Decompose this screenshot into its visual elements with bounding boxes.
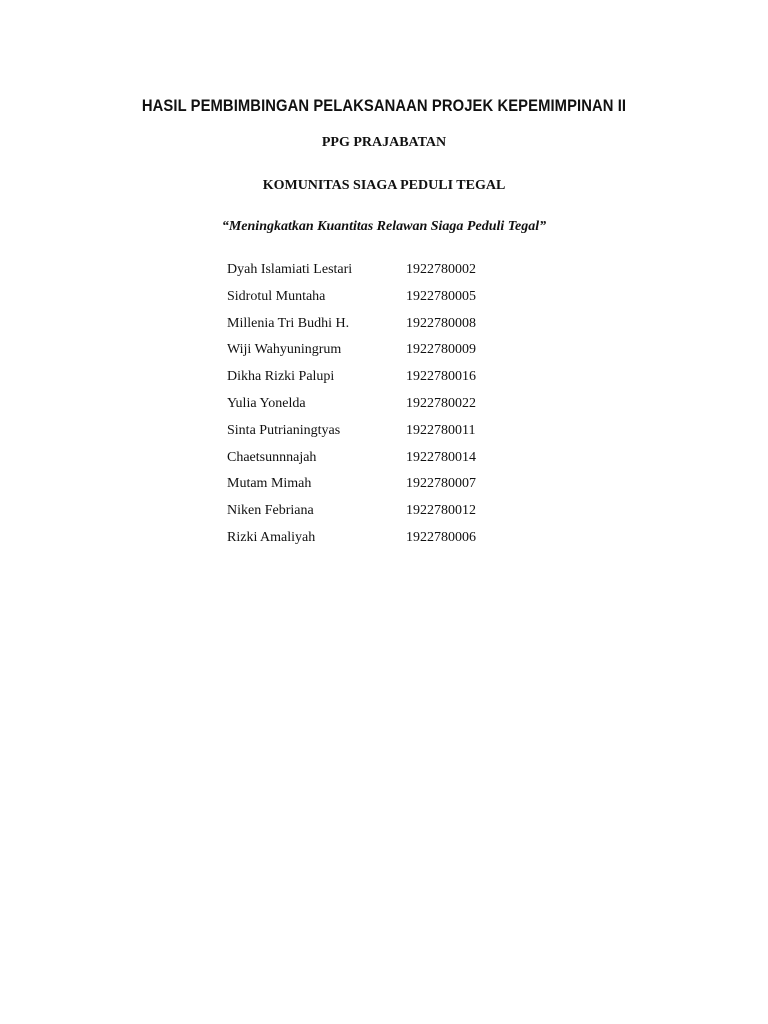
member-row — [227, 340, 547, 367]
member-id: 1922780009 — [406, 342, 476, 358]
member-name: Rizki Amaliyah — [227, 529, 316, 545]
member-list — [227, 260, 547, 555]
member-row — [227, 528, 547, 555]
member-name: Mutam Mimah — [227, 476, 312, 492]
member-id: 1922780011 — [406, 422, 476, 438]
community-subtitle: KOMUNITAS SIAGA PEDULI TEGAL — [262, 178, 506, 193]
member-name: Sidrotul Muntaha — [227, 288, 326, 304]
member-id: 1922780006 — [406, 529, 476, 545]
member-row — [227, 421, 547, 448]
document-title: HASIL PEMBIMBINGAN PELAKSANAAN PROJEK KEPEMIMPINAN II — [141, 96, 627, 115]
member-name: Dikha Rizki Palupi — [227, 369, 335, 385]
member-id: 1922780014 — [406, 449, 476, 465]
member-row — [227, 287, 547, 314]
program-subtitle: PPG PRAJABATAN — [321, 135, 447, 150]
member-row — [227, 474, 547, 501]
member-id: 1922780002 — [406, 262, 476, 277]
member-name: Dyah Islamiati Lestari — [227, 262, 353, 277]
member-id: 1922780007 — [406, 476, 476, 492]
member-name: Wiji Wahyuningrum — [227, 342, 342, 358]
member-id: 1922780016 — [406, 369, 476, 385]
member-id: 1922780005 — [406, 288, 476, 304]
member-row — [227, 260, 547, 287]
member-row — [227, 394, 547, 421]
member-row — [227, 501, 547, 528]
member-id: 1922780022 — [406, 395, 476, 411]
member-id: 1922780008 — [406, 315, 476, 331]
member-id: 1922780012 — [406, 503, 476, 519]
member-name: Chaetsunnnajah — [227, 449, 317, 465]
member-name: Yulia Yonelda — [227, 395, 306, 411]
member-row — [227, 314, 547, 341]
member-row — [227, 448, 547, 475]
member-name: Millenia Tri Budhi H. — [227, 315, 350, 331]
project-theme: “Meningkatkan Kuantitas Relawan Siaga Peduli Tegal” — [221, 219, 547, 234]
member-name: Sinta Putrianingtyas — [227, 422, 341, 438]
member-row — [227, 367, 547, 394]
member-name: Niken Febriana — [227, 503, 314, 519]
